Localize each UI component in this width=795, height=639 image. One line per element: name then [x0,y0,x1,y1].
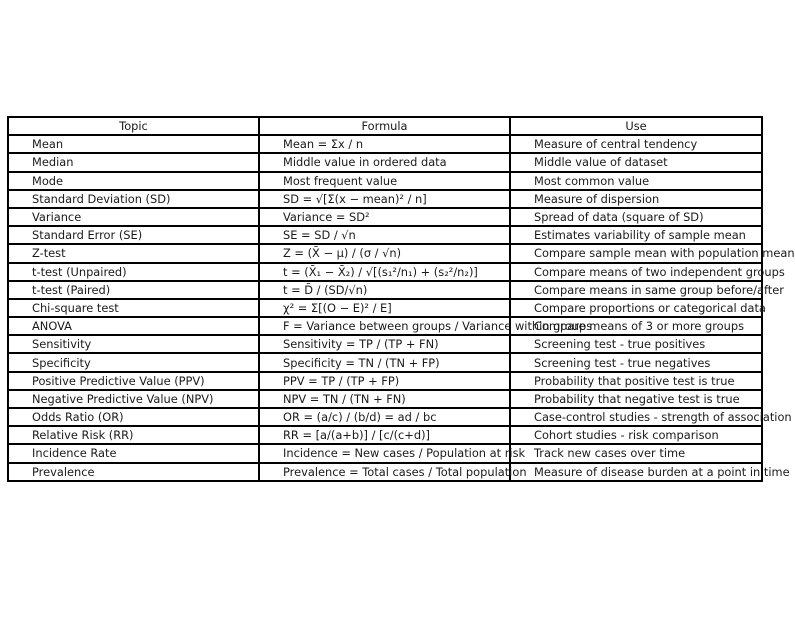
table-row [8,317,762,335]
topic-cell: Positive Predictive Value (PPV) [8,372,259,390]
topic-cell: Odds Ratio (OR) [8,408,259,426]
header-row [8,117,762,135]
formula-cell: RR = [a/(a+b)] / [c/(c+d)] [259,426,510,444]
formula-cell: Sensitivity = TP / (TP + FN) [259,335,510,353]
topic-cell: Standard Error (SE) [8,226,259,244]
formula-cell: SD = √[Σ(x − mean)² / n] [259,190,510,208]
table-row [8,281,762,299]
formula-cell: Prevalence = Total cases / Total population [259,463,510,481]
topic-cell: Standard Deviation (SD) [8,190,259,208]
topic-cell: Relative Risk (RR) [8,426,259,444]
topic-cell: Incidence Rate [8,444,259,462]
formula-cell: Incidence = New cases / Population at risk [259,444,510,462]
use-cell: Measure of central tendency [510,135,762,153]
formula-table [7,116,795,482]
use-cell: Compare proportions or categorical data [510,299,762,317]
use-cell: Screening test - true positives [510,335,762,353]
table-row [8,172,762,190]
topic-cell: t-test (Unpaired) [8,263,259,281]
table-body [8,135,795,481]
topic-cell: ANOVA [8,317,259,335]
use-cell: Screening test - true negatives [510,353,762,371]
use-cell: Measure of dispersion [510,190,762,208]
use-cell: Compare means of two independent groups [510,263,762,281]
formula-cell: t = D̄ / (SD/√n) [259,281,510,299]
header-use: Use [510,117,762,135]
use-cell: Compare means in same group before/after [510,281,762,299]
topic-cell: Specificity [8,353,259,371]
table-row [8,190,762,208]
topic-cell: Mean [8,135,259,153]
topic-cell: Prevalence [8,463,259,481]
formula-table-container [7,116,795,522]
table-row [8,444,762,462]
topic-cell: Chi-square test [8,299,259,317]
formula-cell: SE = SD / √n [259,226,510,244]
use-cell: Spread of data (square of SD) [510,208,762,226]
use-cell: Case-control studies - strength of association [510,408,762,426]
table-row [8,244,762,262]
table-row [8,390,762,408]
use-cell: Track new cases over time [510,444,762,462]
header-topic: Topic [8,117,259,135]
table-row [8,226,762,244]
use-cell: Measure of disease burden at a point in time [510,463,762,481]
table-row [8,426,762,444]
topic-cell: Sensitivity [8,335,259,353]
use-cell: Middle value of dataset [510,153,762,171]
use-cell: Compare sample mean with population mean [510,244,762,262]
formula-cell: NPV = TN / (TN + FN) [259,390,510,408]
use-cell: Compare means of 3 or more groups [510,317,762,335]
table-row [8,263,762,281]
table-row [8,135,762,153]
formula-cell: Variance = SD² [259,208,510,226]
table-row [8,463,762,481]
formula-cell: χ² = Σ[(O − E)² / E] [259,299,510,317]
table-row [8,408,762,426]
formula-cell: Specificity = TN / (TN + FP) [259,353,510,371]
formula-cell: Most frequent value [259,172,510,190]
topic-cell: t-test (Paired) [8,281,259,299]
topic-cell: Negative Predictive Value (NPV) [8,390,259,408]
formula-cell: Middle value in ordered data [259,153,510,171]
formula-cell: t = (X̄₁ − X̄₂) / √[(s₁²/n₁) + (s₂²/n₂)] [259,263,510,281]
formula-cell: OR = (a/c) / (b/d) = ad / bc [259,408,510,426]
topic-cell: Mode [8,172,259,190]
use-cell: Probability that negative test is true [510,390,762,408]
topic-cell: Z-test [8,244,259,262]
formula-cell: Z = (X̄ − μ) / (σ / √n) [259,244,510,262]
table-row [8,353,762,371]
table-row [8,208,762,226]
formula-cell: F = Variance between groups / Variance within groups [259,317,510,335]
table-row [8,335,762,353]
table-row [8,372,762,390]
use-cell: Most common value [510,172,762,190]
use-cell: Cohort studies - risk comparison [510,426,762,444]
table-row [8,299,762,317]
formula-cell: PPV = TP / (TP + FP) [259,372,510,390]
use-cell: Probability that positive test is true [510,372,762,390]
topic-cell: Median [8,153,259,171]
formula-cell: Mean = Σx / n [259,135,510,153]
table-row [8,153,762,171]
topic-cell: Variance [8,208,259,226]
header-formula: Formula [259,117,510,135]
use-cell: Estimates variability of sample mean [510,226,762,244]
